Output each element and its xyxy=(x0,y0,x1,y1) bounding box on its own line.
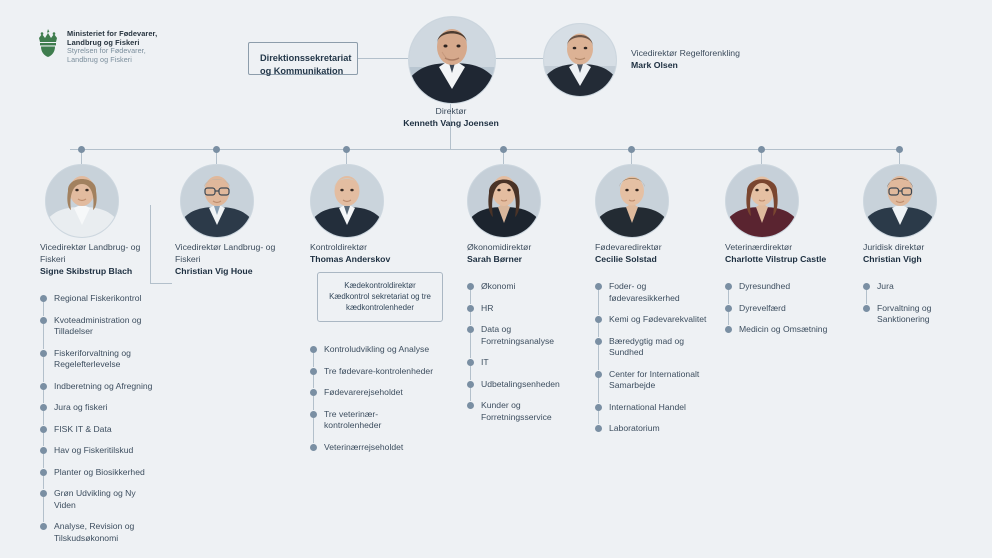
list-item[interactable] xyxy=(40,488,158,511)
bullet-icon xyxy=(467,305,474,312)
director-label xyxy=(380,105,522,129)
list-item-label: Jura og fiskeri xyxy=(54,402,108,413)
list-item[interactable] xyxy=(40,293,158,305)
list-item-label: Fiskeriforvaltning og Regelefterlevelse xyxy=(54,347,131,370)
column-photo-3 xyxy=(310,164,384,238)
stem-line xyxy=(43,411,44,425)
bullet-icon xyxy=(40,317,47,324)
column-2-name: Christian Vig Houe xyxy=(175,266,253,276)
column-4 xyxy=(467,241,579,433)
ministry-logo xyxy=(36,28,157,65)
bullet-icon xyxy=(863,305,870,312)
list-item[interactable] xyxy=(310,442,434,454)
list-item[interactable] xyxy=(595,336,713,359)
logo-line-2: Landbrug og Fiskeri xyxy=(67,38,140,48)
bullet-icon xyxy=(40,469,47,476)
list-item[interactable] xyxy=(467,400,579,423)
stem-line xyxy=(43,497,44,522)
list-item-label: Foder- og fødevaresikkerhed xyxy=(609,281,680,303)
list-item-label: Regional Fiskerikontrol xyxy=(54,293,142,303)
list-item-label: FISK IT & Data xyxy=(54,423,112,434)
list-item[interactable] xyxy=(595,314,713,326)
bullet-icon xyxy=(725,283,732,290)
connector-main-bus xyxy=(70,149,900,150)
connector-vicedirector xyxy=(495,58,543,59)
column-7-title xyxy=(863,241,975,265)
list-item[interactable] xyxy=(595,423,713,435)
list-item-label: Tre fødevare-kontrolenheder xyxy=(324,365,434,376)
director-name: Kenneth Vang Joensen xyxy=(403,118,499,128)
list-item-label: IT xyxy=(481,357,489,368)
list-item-label: Laboratorium xyxy=(609,423,660,434)
column-6-name: Charlotte Vilstrup Castle xyxy=(725,254,827,264)
list-item[interactable] xyxy=(467,281,579,293)
list-item-label: Kunder og Forretningsservice xyxy=(481,400,552,422)
bullet-icon xyxy=(467,283,474,290)
list-item-label: Veterinærrejseholdet xyxy=(324,441,404,452)
list-item-label: Analyse, Revision og Tilskudsøkonomi xyxy=(54,521,135,543)
column-4-name: Sarah Børner xyxy=(467,254,523,264)
stem-line xyxy=(313,396,314,410)
stem-line xyxy=(313,375,314,389)
list-item[interactable] xyxy=(467,357,579,369)
column-3-role: Kontroldirektør xyxy=(310,242,367,252)
bullet-icon xyxy=(595,338,602,345)
bullet-icon xyxy=(467,402,474,409)
vicedirector-name: Mark Olsen xyxy=(631,60,678,70)
list-item[interactable] xyxy=(467,324,579,347)
bullet-icon xyxy=(310,346,317,353)
bus-node-2 xyxy=(213,146,220,153)
list-item-label: Grøn Udvikling og Ny Viden xyxy=(54,488,136,510)
bus-node-6 xyxy=(758,146,765,153)
bullet-icon xyxy=(40,350,47,357)
column-2-role: Vicedirektør Landbrug- og Fiskeri xyxy=(175,242,276,264)
logo-line-1: Ministeriet for Fødevarer, xyxy=(67,29,158,38)
bullet-icon xyxy=(310,411,317,418)
column-5-title xyxy=(595,241,713,265)
list-item-label: Bæredygtig mad og Sundhed xyxy=(609,335,684,358)
column-4-title xyxy=(467,241,579,265)
column-photo-5 xyxy=(595,164,669,238)
list-item[interactable] xyxy=(40,521,158,544)
stem-line xyxy=(43,357,44,382)
crown-icon xyxy=(36,28,60,58)
stem-line xyxy=(43,324,44,349)
bus-node-1 xyxy=(78,146,85,153)
stem-line xyxy=(470,366,471,380)
vicedirector-photo xyxy=(543,23,617,97)
vicedirector-role: Vicedirektør Regelforenkling xyxy=(631,48,740,58)
column-3-name: Thomas Anderskov xyxy=(310,254,391,264)
list-item-label: Tre veterinær-kontrolenheder xyxy=(324,408,382,431)
list-item-label: Planter og Biosikkerhed xyxy=(54,466,145,477)
list-item-label: Data og Forretningsanalyse xyxy=(481,324,555,346)
column-3-title xyxy=(310,241,434,265)
list-item[interactable] xyxy=(467,379,579,391)
column-7 xyxy=(863,241,975,336)
secretariat-box[interactable]: Direktionssekretariat og Kommunikation xyxy=(248,42,358,75)
bullet-icon xyxy=(863,283,870,290)
list-item[interactable] xyxy=(725,281,851,293)
column-photo-4 xyxy=(467,164,541,238)
stem-line xyxy=(598,290,599,315)
bullet-icon xyxy=(40,426,47,433)
stem-line xyxy=(598,378,599,403)
bullet-icon xyxy=(595,316,602,323)
list-item[interactable] xyxy=(40,424,158,436)
bullet-icon xyxy=(595,404,602,411)
bullet-icon xyxy=(725,305,732,312)
list-item-label: Udbetalingsenheden xyxy=(481,378,560,389)
column-photo-2 xyxy=(180,164,254,238)
bullet-icon xyxy=(40,404,47,411)
stem-line xyxy=(598,323,599,337)
list-item-label: Kemi og Fødevarekvalitet xyxy=(609,314,707,325)
list-item[interactable] xyxy=(467,303,579,315)
list-item[interactable] xyxy=(40,445,158,457)
list-item-label: Jura xyxy=(877,281,894,291)
bullet-icon xyxy=(595,283,602,290)
list-item-label: Dyrevelfærd xyxy=(739,302,786,313)
bullet-icon xyxy=(310,368,317,375)
column-5-name: Cecilie Solstad xyxy=(595,254,657,264)
stem-line xyxy=(43,390,44,404)
column-1-title xyxy=(40,241,158,277)
column-2-title xyxy=(175,241,293,277)
bus-node-3 xyxy=(343,146,350,153)
ministry-logo-text xyxy=(67,28,157,65)
director-role: Direktør xyxy=(435,106,467,116)
column-5-role: Fødevaredirektør xyxy=(595,242,662,252)
logo-line-4: Landbrug og Fiskeri xyxy=(67,54,132,64)
bullet-icon xyxy=(467,359,474,366)
list-item-label: Økonomi xyxy=(481,281,516,291)
list-item[interactable] xyxy=(40,315,158,338)
list-item[interactable] xyxy=(310,366,434,378)
stem-line xyxy=(598,411,599,425)
bullet-icon xyxy=(310,389,317,396)
bullet-icon xyxy=(467,326,474,333)
list-item-label: Hav og Fiskeritilskud xyxy=(54,445,134,456)
column-7-name: Christian Vigh xyxy=(863,254,922,264)
list-item-label: Medicin og Omsætning xyxy=(739,324,828,335)
column-6-role: Veterinærdirektør xyxy=(725,242,793,252)
list-item[interactable] xyxy=(595,369,713,392)
bullet-icon xyxy=(40,523,47,530)
bus-node-7 xyxy=(896,146,903,153)
bus-node-4 xyxy=(500,146,507,153)
list-item-label: Fødevarerejseholdet xyxy=(324,387,403,398)
list-item[interactable] xyxy=(310,344,434,356)
list-item[interactable] xyxy=(40,348,158,371)
stem-line xyxy=(43,454,44,468)
bullet-icon xyxy=(40,490,47,497)
connector-secretariat xyxy=(358,58,408,59)
stem-line xyxy=(866,290,867,304)
stem-line xyxy=(728,290,729,304)
column-photo-1 xyxy=(45,164,119,238)
kaedekontrol-box[interactable]: Kædekontroldirektør Kædkontrol sekretariat og tre kædkontrolenheder xyxy=(317,272,443,322)
list-item[interactable] xyxy=(595,281,713,304)
column-6-title xyxy=(725,241,851,265)
logo-line-3: Styrelsen for Fødevarer, xyxy=(67,46,146,56)
list-item[interactable] xyxy=(310,387,434,399)
director-photo xyxy=(408,16,496,104)
list-item[interactable] xyxy=(863,281,975,293)
stem-line xyxy=(470,290,471,304)
list-item[interactable] xyxy=(310,409,434,432)
column-6 xyxy=(725,241,851,346)
stem-line xyxy=(470,388,471,402)
bullet-icon xyxy=(467,381,474,388)
column-photo-7 xyxy=(863,164,937,238)
stem-line xyxy=(470,312,471,326)
list-item-label: HR xyxy=(481,302,494,313)
bullet-icon xyxy=(40,295,47,302)
list-item[interactable] xyxy=(40,381,158,393)
bullet-icon xyxy=(725,326,732,333)
bus-node-5 xyxy=(628,146,635,153)
column-1-role: Vicedirektør Landbrug- og Fiskeri xyxy=(40,242,141,264)
list-item[interactable] xyxy=(40,402,158,414)
stem-line xyxy=(470,333,471,358)
list-item-label: Forvaltning og Sanktionering xyxy=(877,302,932,325)
stem-line xyxy=(728,312,729,326)
list-item-label: Kvoteadministration og Tilladelser xyxy=(54,314,142,337)
column-3 xyxy=(310,241,434,463)
list-item-label: Indberetning og Afregning xyxy=(54,380,153,391)
stem-line xyxy=(598,345,599,370)
list-item-label: International Handel xyxy=(609,401,686,412)
column-1-name: Signe Skibstrup Blach xyxy=(40,266,133,276)
bullet-icon xyxy=(40,447,47,454)
list-item-label: Kontroludvikling og Analyse xyxy=(324,344,430,354)
list-item[interactable] xyxy=(725,324,851,336)
column-2 xyxy=(175,241,293,293)
column-7-role: Juridisk direktør xyxy=(863,242,925,252)
bullet-icon xyxy=(310,444,317,451)
bullet-icon xyxy=(595,371,602,378)
list-item-label: Dyresundhed xyxy=(739,281,791,291)
list-item[interactable] xyxy=(40,467,158,479)
list-item[interactable] xyxy=(595,402,713,414)
column-3-offset xyxy=(310,281,434,344)
stem-line xyxy=(43,302,44,316)
stem-line xyxy=(313,353,314,367)
list-item[interactable] xyxy=(725,303,851,315)
list-item-label: Center for Internationalt Samarbejde xyxy=(609,368,700,391)
vicedirector-label xyxy=(631,47,791,71)
stem-line xyxy=(43,476,44,490)
stem-line xyxy=(43,433,44,447)
column-1 xyxy=(40,241,158,554)
bullet-icon xyxy=(40,383,47,390)
stem-line xyxy=(313,418,314,443)
bullet-icon xyxy=(595,425,602,432)
column-photo-6 xyxy=(725,164,799,238)
column-5 xyxy=(595,241,713,445)
list-item[interactable] xyxy=(863,303,975,326)
column-4-role: Økonomidirektør xyxy=(467,242,532,252)
